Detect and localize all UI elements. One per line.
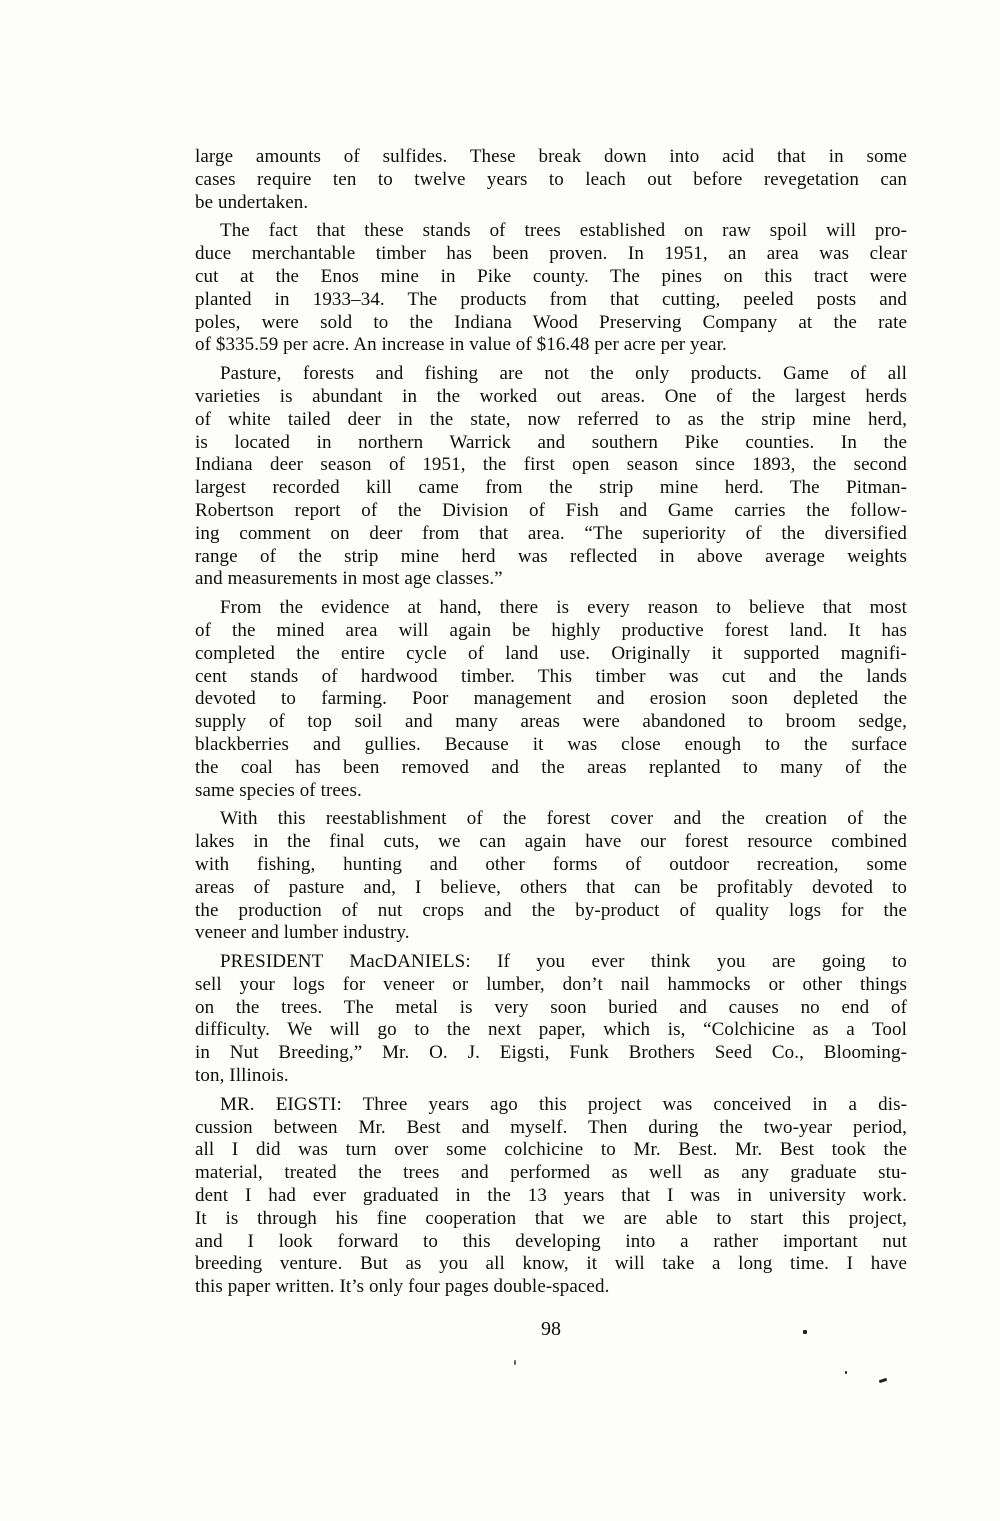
text-line: It is through his fine cooperation that we are able to start this project, (195, 1207, 907, 1229)
text-line: material, treated the trees and performed as well as any graduate stu- (195, 1162, 907, 1184)
text-line: in Nut Breeding,” Mr. O. J. Eigsti, Funk Brothers Seed Co., Blooming- (195, 1042, 907, 1064)
paragraph (195, 146, 907, 214)
text-line: the coal has been removed and the areas replanted to many of the (195, 756, 907, 778)
text-line: cussion between Mr. Best and myself. Then during the two-year period, (195, 1116, 907, 1138)
text-line: areas of pasture and, I believe, others that can be profitably devoted to (195, 876, 907, 898)
text-line: Pasture, forests and fishing are not the only products. Game of all (220, 363, 907, 385)
text-line: and I look forward to this developing into a rather important nut (195, 1230, 907, 1252)
text-line: Indiana deer season of 1951, the first open season since 1893, the second (195, 454, 907, 476)
paragraph (195, 597, 907, 802)
page-text (195, 146, 907, 1299)
text-line: cut at the Enos mine in Pike county. The pines on this tract were (195, 265, 907, 287)
page-number: 98 (541, 1318, 561, 1340)
text-line: MR. EIGSTI: Three years ago this project was conceived in a dis- (220, 1093, 907, 1115)
text-line: of $335.59 per acre. An increase in value of $16.48 per acre per year. (195, 334, 727, 356)
text-line: The fact that these stands of trees established on raw spoil will pro- (220, 220, 907, 242)
paragraph (195, 808, 907, 945)
text-line: blackberries and gullies. Because it was close enough to the surface (195, 733, 907, 755)
text-line: PRESIDENT MacDANIELS: If you ever think you are going to (220, 951, 907, 973)
text-line: ing comment on deer from that area. “The superiority of the diversified (195, 522, 907, 544)
text-line: lakes in the final cuts, we can again have our forest resource combined (195, 831, 907, 853)
scan-speck (879, 1378, 888, 1383)
text-line: on the trees. The metal is very soon buried and causes no end of (195, 996, 907, 1018)
text-line: all I did was turn over some colchicine to Mr. Best. Mr. Best took the (195, 1139, 907, 1161)
text-line: this paper written. It’s only four pages double-spaced. (195, 1276, 610, 1298)
text-line: poles, were sold to the Indiana Wood Preserving Company at the rate (195, 311, 907, 333)
text-line: dent I had ever graduated in the 13 years that I was in university work. (195, 1185, 907, 1207)
scan-speck (514, 1360, 516, 1365)
paragraph (195, 1094, 907, 1299)
text-line: breeding venture. But as you all know, it will take a long time. I have (195, 1253, 907, 1275)
paragraph (195, 951, 907, 1088)
text-line: Robertson report of the Division of Fish and Game carries the follow- (195, 499, 907, 521)
text-line: With this reestablishment of the forest cover and the creation of the (220, 808, 907, 830)
text-line: planted in 1933–34. The products from that cutting, peeled posts and (195, 288, 907, 310)
text-line: supply of top soil and many areas were abandoned to broom sedge, (195, 711, 907, 733)
text-line: devoted to farming. Poor management and erosion soon depleted the (195, 688, 907, 710)
text-line: veneer and lumber industry. (195, 922, 410, 944)
text-line: difficulty. We will go to the next paper, which is, “Colchicine as a Tool (195, 1019, 907, 1041)
text-line: of white tailed deer in the state, now referred to as the strip mine herd, (195, 408, 907, 430)
text-line: with fishing, hunting and other forms of outdoor recreation, some (195, 853, 907, 875)
text-line: cent stands of hardwood timber. This timber was cut and the lands (195, 665, 907, 687)
scan-speck (803, 1330, 807, 1334)
text-line: sell your logs for veneer or lumber, don’t nail hammocks or other things (195, 973, 907, 995)
text-line: the production of nut crops and the by-product of quality logs for the (195, 899, 907, 921)
text-line: and measurements in most age classes.” (195, 568, 503, 590)
text-line: completed the entire cycle of land use. Originally it supported magnifi- (195, 642, 907, 664)
paragraph (195, 363, 907, 591)
text-line: large amounts of sulfides. These break down into acid that in some (195, 146, 907, 167)
text-line: cases require ten to twelve years to leach out before revegetation can (195, 168, 907, 190)
text-line: From the evidence at hand, there is every reason to believe that most (220, 597, 907, 619)
scan-speck (845, 1371, 847, 1374)
text-line: duce merchantable timber has been proven. In 1951, an area was clear (195, 243, 907, 265)
text-line: range of the strip mine herd was reflected in above average weights (195, 545, 907, 567)
text-line: varieties is abundant in the worked out areas. One of the largest herds (195, 385, 907, 407)
text-line: ton, Illinois. (195, 1065, 289, 1087)
text-line: be undertaken. (195, 191, 309, 213)
text-line: same species of trees. (195, 779, 362, 801)
paragraph (195, 220, 907, 357)
text-line: largest recorded kill came from the strip mine herd. The Pitman- (195, 477, 907, 499)
text-line: is located in northern Warrick and southern Pike counties. In the (195, 431, 907, 453)
text-line: of the mined area will again be highly productive forest land. It has (195, 619, 907, 641)
